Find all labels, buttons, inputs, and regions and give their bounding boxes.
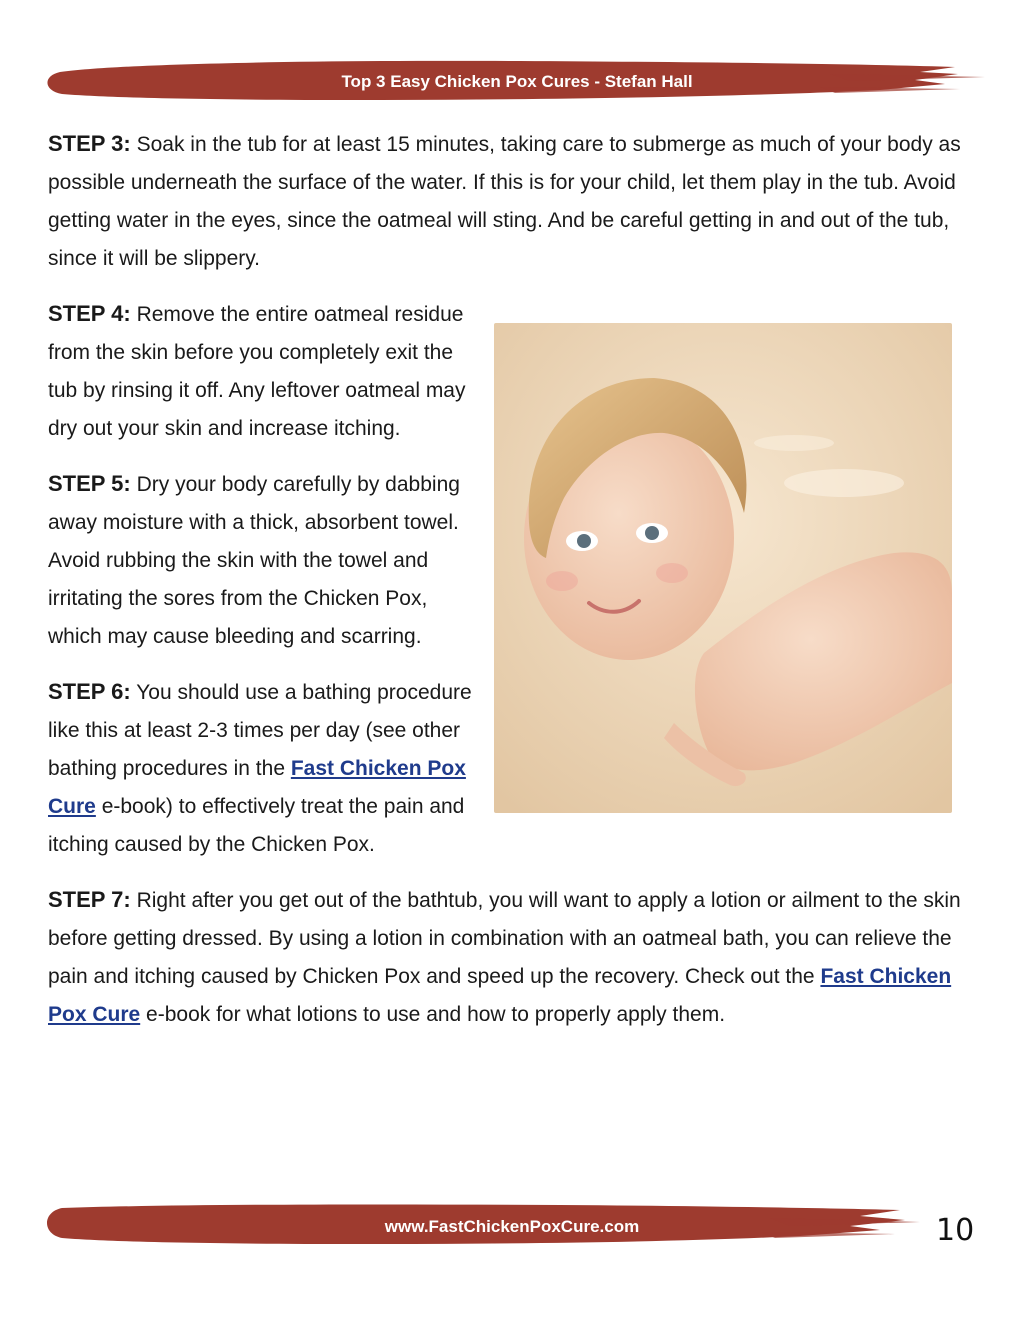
step-6-label: STEP 6:: [48, 679, 131, 704]
ebook-link[interactable]: Fast Chicken Pox Cure: [48, 965, 952, 1026]
footer-url[interactable]: www.FastChickenPoxCure.com: [384, 1217, 640, 1236]
step-7-paragraph: [48, 881, 978, 1034]
step-6-text-after: e-book) to effectively treat the pain and itching caused by the Chicken Pox.: [48, 795, 465, 856]
header-banner: [0, 50, 1024, 114]
step-5-label: STEP 5:: [48, 471, 131, 496]
step-5-text: Dry your body carefully by dabbing away moisture with a thick, absorbent towel. Avoid rubbing the skin with the towel and irritating the sores from the Chicken Pox, which may cause bleeding and scarring.: [48, 473, 460, 648]
step-7-text-before: Right after you get out of the bathtub, you will want to apply a lotion or ailment to the skin before getting dressed. By using a lotion in combination with an oatmeal bath, you can relieve the pain and itching caused by Chicken Pox and speed up the recovery. Check out the: [48, 889, 961, 988]
step-4-label: STEP 4:: [48, 301, 131, 326]
step-6-text-before: You should use a bathing procedure like this at least 2-3 times per day (see other bathing procedures in the: [48, 681, 472, 780]
step-4-text: Remove the entire oatmeal residue from the skin before you completely exit the tub by rinsing it off. Any leftover oatmeal may dry out your skin and increase itching.: [48, 303, 466, 440]
bath-photo-illustration: [494, 323, 952, 813]
step-3-paragraph: [48, 125, 978, 278]
step-7-text-after: e-book for what lotions to use and how to properly apply them.: [140, 1003, 726, 1026]
document-body: [48, 125, 978, 1051]
step-3-label: STEP 3:: [48, 131, 131, 156]
ebook-link[interactable]: Fast Chicken Pox Cure: [48, 757, 466, 818]
footer-banner: [0, 1196, 1024, 1260]
page-number: 10: [936, 1213, 975, 1248]
header-title: Top 3 Easy Chicken Pox Cures - Stefan Hall: [341, 72, 693, 91]
step-3-text: Soak in the tub for at least 15 minutes, taking care to submerge as much of your body as possible underneath the surface of the water. If this is for your child, let them play in the tub. Avoid getting water in the eyes, since the oatmeal will sting. And be careful getting in and out of the tub, since it will be slippery.: [48, 133, 961, 270]
step-7-label: STEP 7:: [48, 887, 131, 912]
child-in-bathtub-photo: [494, 323, 952, 813]
